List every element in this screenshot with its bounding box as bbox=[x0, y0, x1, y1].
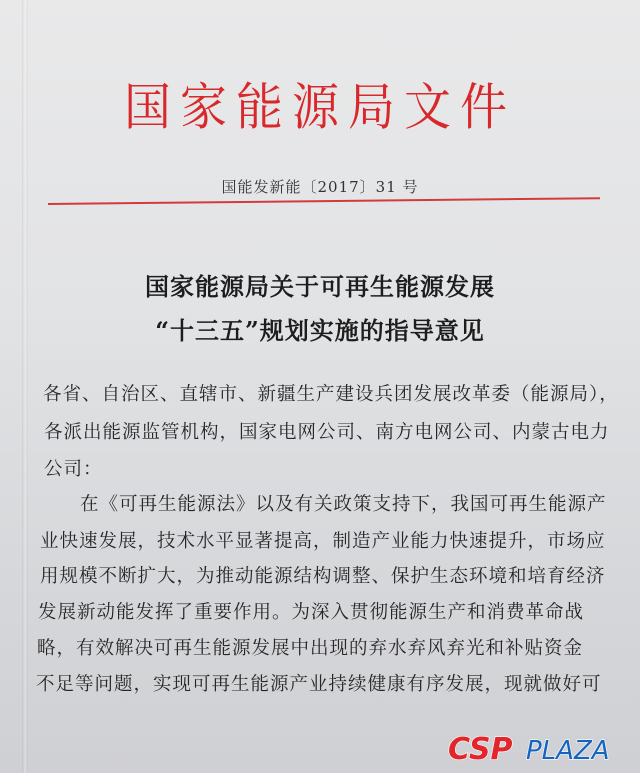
body-line: 用规模不断扩大，为推动能源结构调整、保护生态环境和培育经济 bbox=[40, 566, 606, 587]
watermark-plaza: PLAZA bbox=[526, 736, 610, 766]
body-line: 略，有效解决可再生能源发展中出现的弃水弃风弃光和补贴资金 bbox=[37, 638, 584, 659]
cspplaza-watermark-logo bbox=[446, 730, 636, 766]
document-title-line-1: 国家能源局关于可再生能源发展 bbox=[145, 272, 495, 301]
body-line: 在《可再生能源法》以及有关政策支持下，我国可再生能源产 bbox=[80, 494, 607, 515]
body-line: 各省、自治区、直辖市、新疆生产建设兵团发展改革委（能源局）， bbox=[43, 384, 619, 405]
document-title-line-2: “十三五”规划实施的指导意见 bbox=[155, 316, 485, 345]
body-line: 发展新动能发挥了重要作用。为深入贯彻能源生产和消费革命战 bbox=[38, 602, 585, 623]
body-line: 业快速发展，技术水平显著提高，制造产业能力快速提升，市场应 bbox=[40, 531, 606, 552]
body-line: 公司： bbox=[44, 459, 103, 480]
red-divider-line bbox=[48, 197, 600, 205]
body-line: 不足等问题，实现可再生能源产业持续健康有序发展，现就做好可 bbox=[36, 674, 602, 695]
document-header: 国家能源局文件 bbox=[124, 78, 516, 138]
body-line: 各派出能源监管机构，国家电网公司、南方电网公司、内蒙古电力 bbox=[44, 422, 610, 443]
document-number: 国能发新能〔2017〕31 号 bbox=[221, 178, 419, 196]
watermark-csp: CSP bbox=[448, 732, 513, 766]
